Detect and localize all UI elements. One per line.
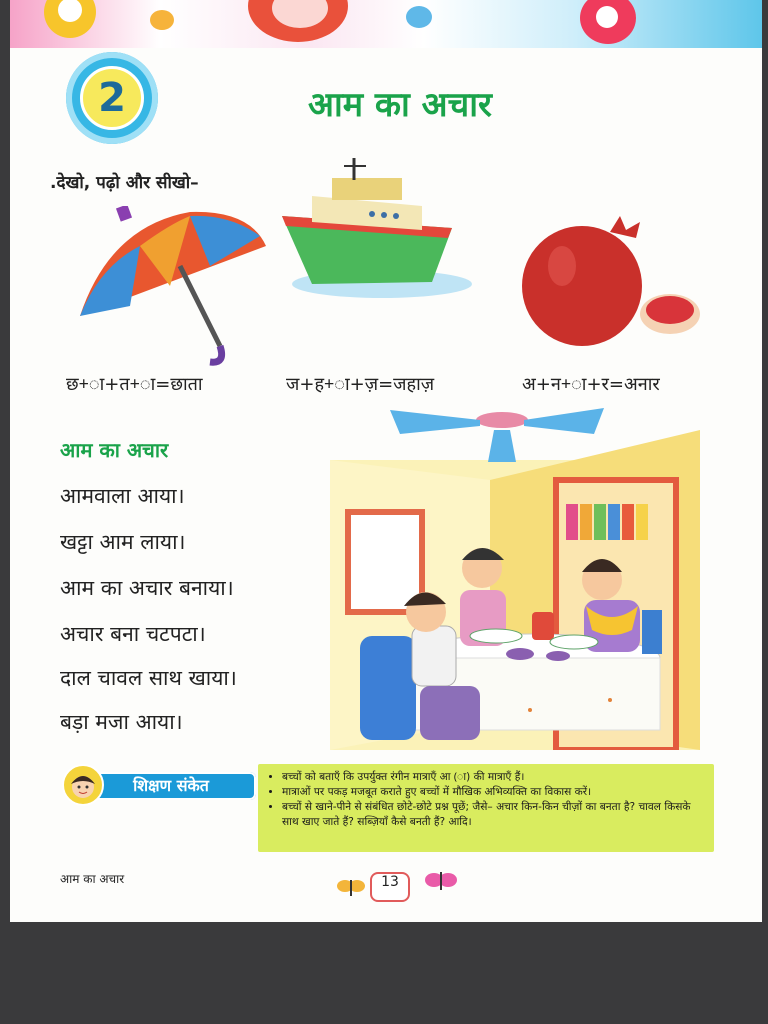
decorative-header-strip bbox=[10, 0, 762, 48]
teacher-face-icon bbox=[62, 764, 104, 806]
teaching-note-badge bbox=[60, 764, 260, 806]
butterfly-icon bbox=[424, 868, 458, 894]
poem-line: दाल चावल साथ खाया। bbox=[60, 666, 237, 690]
family-dining-illustration bbox=[330, 400, 700, 750]
footer-chapter-title: आम का अचार bbox=[60, 872, 125, 886]
word-equation-chhata: छ+ा+त+ा=छाता bbox=[66, 374, 203, 395]
teaching-note-point: • मात्राओं पर पकड़ मजबूत कराते हुए बच्चों में मौखिक अभिव्यक्ति का विकास करें। bbox=[282, 785, 706, 800]
poem-line: बड़ा मजा आया। bbox=[60, 710, 183, 734]
poem-title: आम का अचार bbox=[60, 438, 169, 462]
word-equation-anar: अ+न+ा+र=अनार bbox=[522, 374, 660, 395]
lesson-number-badge bbox=[66, 52, 158, 144]
teaching-note-point: • बच्चों से खाने-पीने से संबंधित छोटे-छोटे प्रश्न पूछें; जैसे– अचार किन-किन चीज़ों का बनता है? चावल किसके साथ खाए जाते हैं? सब्ज़ियाँ कैसे बनती हैं? आदि। bbox=[282, 800, 706, 830]
lesson-number: 2 bbox=[80, 66, 144, 130]
textbook-page bbox=[10, 0, 762, 922]
page-number: 13 bbox=[370, 872, 410, 902]
pomegranate-icon bbox=[510, 210, 710, 350]
ship-icon bbox=[272, 156, 472, 306]
teaching-note-point: • बच्चों को बताएँ कि उपर्युक्त रंगीन मात्राएँ आ (ा) की मात्राएँ हैं। bbox=[282, 770, 706, 785]
teaching-notes-box bbox=[258, 764, 714, 852]
poem-line: आम का अचार बनाया। bbox=[60, 576, 234, 600]
poem-line: आमवाला आया। bbox=[60, 484, 185, 508]
word-equation-jahaz: ज+ह+ा+ज़=जहाज़ bbox=[286, 374, 435, 395]
instruction-text: .देखो, पढ़ो और सीखो– bbox=[50, 173, 199, 193]
teacher-face-icon-graphic bbox=[64, 766, 102, 804]
butterfly-icon bbox=[336, 876, 366, 900]
teaching-note-label: शिक्षण संकेत bbox=[86, 772, 256, 800]
poem-line: खट्टा आम लाया। bbox=[60, 530, 186, 554]
poem-line: अचार बना चटपटा। bbox=[60, 622, 206, 646]
umbrella-icon bbox=[70, 206, 270, 376]
lesson-title: आम का अचार bbox=[308, 85, 492, 125]
butterfly-icon bbox=[150, 10, 174, 30]
butterfly-icon bbox=[406, 6, 432, 28]
